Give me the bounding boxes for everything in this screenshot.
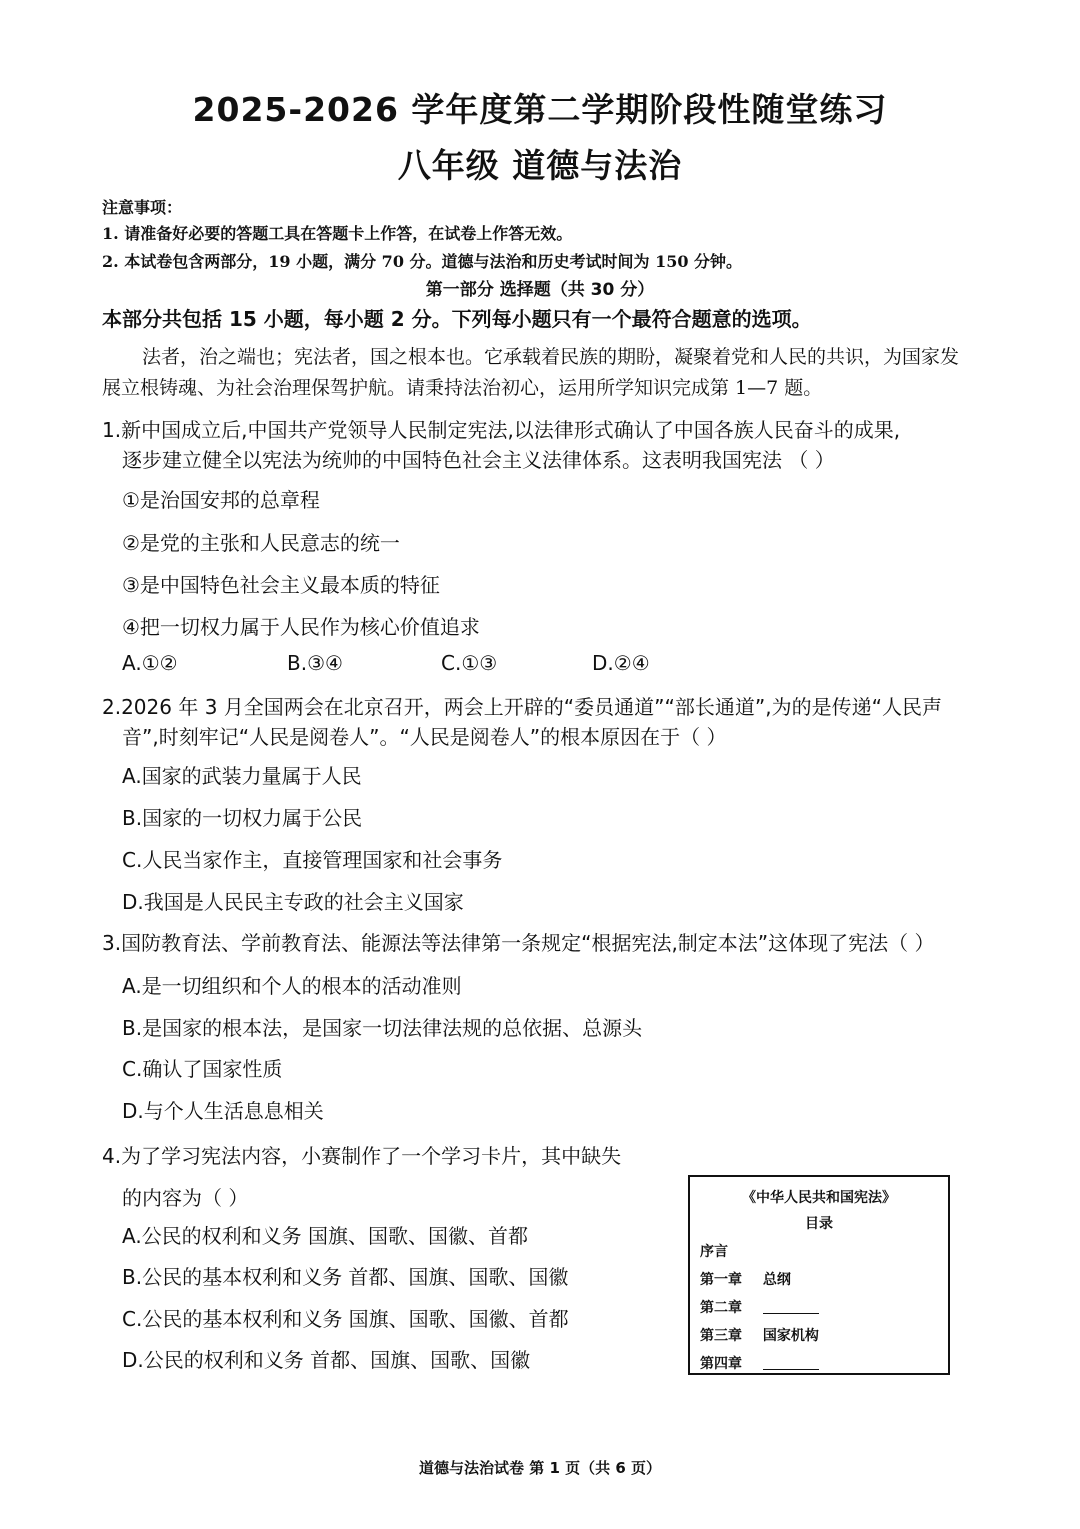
question-1-line-2: 逐步建立健全以宪法为统帅的中国特色社会主义法律体系。这表明我国宪法 （ ） xyxy=(122,448,835,472)
constitution-study-card xyxy=(688,1175,950,1375)
intro-paragraph: 法者，治之端也；宪法者，国之根本也。它承载着民族的期盼，凝聚着党和人民的共识，为国家发展立根铸魂、为社会治理保驾护航。请秉持法治初心，运用所学知识完成第 1—7 题。 xyxy=(102,346,960,399)
card-blank-line xyxy=(763,1313,819,1314)
question-4-stem xyxy=(102,1135,621,1219)
question-3-line-1: 3.国防教育法、学前教育法、能源法等法律第一条规定“根据宪法,制定本法”这体现了宪法（ ） xyxy=(102,931,935,955)
part-one-title: 第一部分 选择题（共 30 分） xyxy=(425,280,655,300)
card-row-preamble xyxy=(700,1241,758,1261)
card-row-chapter-1 xyxy=(700,1269,791,1289)
card-row-chapter-4 xyxy=(700,1353,819,1373)
card-blank-line xyxy=(763,1369,819,1370)
card-chapter: 第二章 xyxy=(700,1300,742,1316)
question-3-option-d: D.与个人生活息息相关 xyxy=(122,1099,324,1123)
question-2-option-d: D.我国是人民民主专政的社会主义国家 xyxy=(122,890,464,914)
question-1-option-b: B.③④ xyxy=(287,651,343,675)
question-4-option-d: D.公民的权利和义务 首都、国旗、国歌、国徽 xyxy=(122,1348,531,1372)
question-2-option-b: B.国家的一切权力属于公民 xyxy=(122,806,363,830)
card-chapter: 序言 xyxy=(700,1244,728,1260)
card-chapter-content: 国家机构 xyxy=(762,1328,819,1344)
question-1-option-d: D.②④ xyxy=(592,651,650,675)
page-footer: 道德与法治试卷 第 1 页（共 6 页） xyxy=(419,1459,661,1477)
notice-heading: 注意事项： xyxy=(102,198,183,217)
question-4-line-2: 的内容为（ ） xyxy=(122,1186,249,1210)
card-chapter-content: 总纲 xyxy=(762,1272,791,1288)
question-2-option-c: C.人民当家作主，直接管理国家和社会事务 xyxy=(122,848,503,872)
question-2-stem xyxy=(102,692,942,752)
question-1-option-c: C.①③ xyxy=(441,651,498,675)
card-row-chapter-3 xyxy=(700,1325,819,1345)
question-3-option-a: A.是一切组织和个人的根本的活动准则 xyxy=(122,974,462,998)
question-1-item-2: ②是党的主张和人民意志的统一 xyxy=(122,531,400,555)
question-3-option-b: B.是国家的根本法，是国家一切法律法规的总依据、总源头 xyxy=(122,1016,643,1040)
card-chapter: 第一章 xyxy=(700,1272,742,1288)
question-4-option-a: A.公民的权利和义务 国旗、国歌、国徽、首都 xyxy=(122,1224,529,1248)
card-chapter: 第四章 xyxy=(700,1356,742,1372)
question-4-line-1: 4.为了学习宪法内容，小赛制作了一个学习卡片，其中缺失 xyxy=(102,1144,622,1168)
question-1-item-4: ④把一切权力属于人民作为核心价值追求 xyxy=(122,615,480,639)
question-2-line-2: 音”,时刻牢记“人民是阅卷人”。“人民是阅卷人”的根本原因在于（ ） xyxy=(122,725,727,749)
card-chapter: 第三章 xyxy=(700,1328,742,1344)
exam-subtitle: 八年级 道德与法治 xyxy=(397,146,683,185)
question-2-option-a: A.国家的武装力量属于人民 xyxy=(122,764,362,788)
card-subtitle: 目录 xyxy=(805,1216,833,1232)
question-1-item-3: ③是中国特色社会主义最本质的特征 xyxy=(122,573,440,597)
question-1-item-1: ①是治国安邦的总章程 xyxy=(122,488,320,512)
question-4-option-b: B.公民的基本权利和义务 首都、国旗、国歌、国徽 xyxy=(122,1265,569,1289)
question-1-stem xyxy=(102,415,900,475)
part-one-instruction: 本部分共包括 15 小题，每小题 2 分。下列每小题只有一个最符合题意的选项。 xyxy=(102,307,812,331)
notice-item-2: 2. 本试卷包含两部分，19 小题，满分 70 分。道德与法治和历史考试时间为 150 分钟。 xyxy=(102,252,743,271)
exam-title: 2025-2026 学年度第二学期阶段性随堂练习 xyxy=(192,90,888,129)
question-3-option-c: C.确认了国家性质 xyxy=(122,1057,283,1081)
question-2-line-1: 2.2026 年 3 月全国两会在北京召开，两会上开辟的“委员通道”“部长通道”,为的是传递“人民声 xyxy=(102,695,942,719)
card-row-chapter-2 xyxy=(700,1297,819,1317)
question-3-stem xyxy=(102,928,935,958)
question-4-option-c: C.公民的基本权利和义务 国旗、国歌、国徽、首都 xyxy=(122,1307,569,1331)
card-title: 《中华人民共和国宪法》 xyxy=(742,1190,896,1206)
question-1-line-1: 1.新中国成立后,中国共产党领导人民制定宪法,以法律形式确认了中国各族人民奋斗的成果, xyxy=(102,418,901,442)
question-1-option-a: A.①② xyxy=(122,651,178,675)
notice-item-1: 1. 请准备好必要的答题工具在答题卡上作答，在试卷上作答无效。 xyxy=(102,224,573,243)
